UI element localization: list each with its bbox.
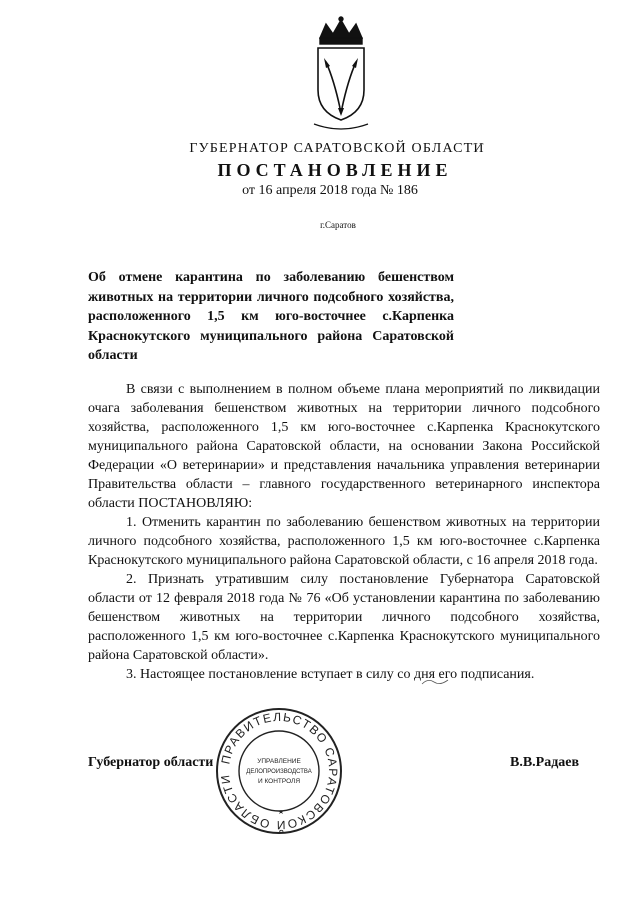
- pen-mark: [420, 676, 450, 688]
- item-1-paragraph: 1. Отменить карантин по заболеванию бешенством животных на территории личного подсобного хозяйства, расположенного 1,5 км юго-восточнее с.Карпенка Краснокутского муниципального района Саратовской области, с 16 апреля 2018 года.: [88, 515, 600, 568]
- coat-of-arms-emblem: [296, 16, 386, 134]
- official-stamp: [214, 706, 344, 836]
- stamp-ring-text: ПРАВИТЕЛЬСТВО САРАТОВСКОЙ ОБЛАСТИ: [217, 709, 341, 833]
- signature-title: Губернатор области: [88, 755, 214, 770]
- stamp-line-3: И КОНТРОЛЯ: [257, 778, 301, 785]
- signature-name: В.В.Радаев: [510, 755, 580, 770]
- document-date-number: от 16 апреля 2018 года № 186: [242, 183, 418, 198]
- document-type: ПОСТАНОВЛЕНИЕ: [217, 160, 453, 180]
- pen-mark: [470, 138, 490, 150]
- item-3-paragraph: 3. Настоящее постановление вступает в силу со дня его подписания.: [126, 667, 535, 682]
- issuer-title: ГУБЕРНАТОР САРАТОВСКОЙ ОБЛАСТИ: [189, 141, 485, 156]
- document-city: г.Саратов: [320, 220, 356, 230]
- preamble-paragraph: В связи с выполнением в полном объеме плана мероприятий по ликвидации очага заболевания бешенством животных на территории личного подсобного хозяйства, расположенного 1,5 км юго-восточнее с.Карпенка Краснокутского муниципального района Саратовской области, на основании Закона Российской Федерации «О ветеринарии» и представления начальника управления ветеринарии Правительства области – главного государственного ветеринарного инспектора области ПОСТАНОВЛЯЮ:: [88, 382, 600, 511]
- stamp-line-1: УПРАВЛЕНИЕ: [257, 758, 301, 765]
- document-body: [88, 380, 600, 684]
- item-2-paragraph: 2. Признать утратившим силу постановление Губернатора Саратовской области от 12 февраля 2018 года № 76 «Об установлении карантина по заболеванию бешенством животных на территории личного подсобного хозяйства, расположенного 1,5 км юго-восточнее с.Карпенка Краснокутского муниципального района Саратовской области».: [88, 572, 600, 663]
- stamp-line-2: ДЕЛОПРОИЗВОДСТВА: [246, 769, 312, 775]
- document-subject: Об отмене карантина по заболеванию бешенством животных на территории личного подсобного хозяйства, расположенного 1,5 км юго-восточнее с.Карпенка Краснокутского муниципального района Саратовской области: [88, 270, 454, 363]
